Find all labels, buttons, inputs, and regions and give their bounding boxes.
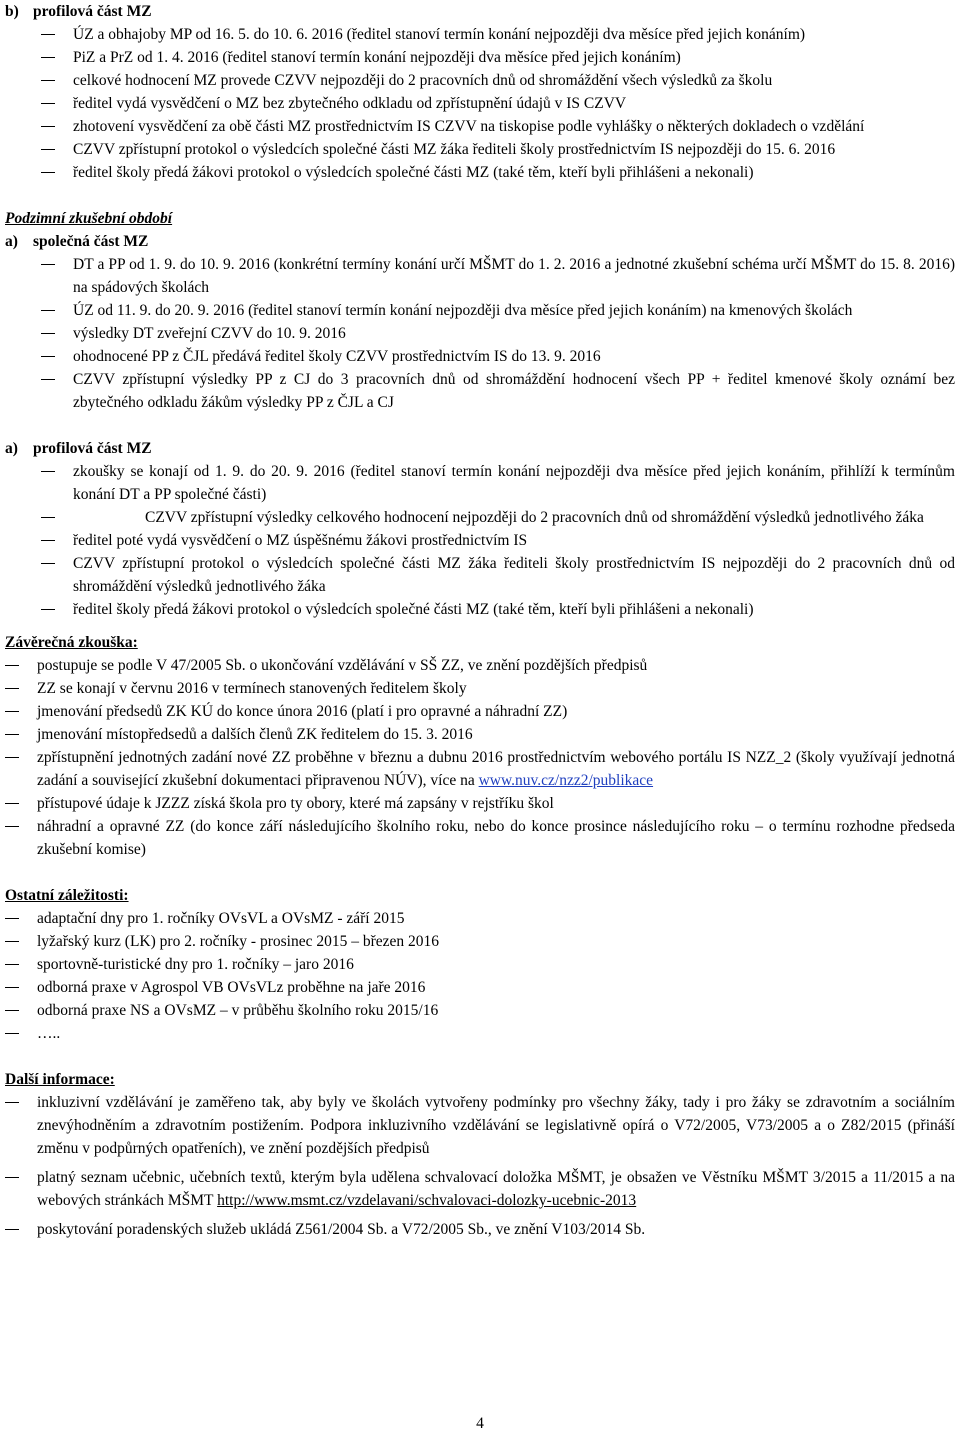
page-number: 4 bbox=[476, 1415, 484, 1432]
list-item: odborná praxe NS a OVsMZ – v průběhu školního roku 2015/16 bbox=[5, 999, 955, 1022]
other-list bbox=[5, 907, 955, 1045]
nzz-link[interactable]: www.nuv.cz/nzz2/publikace bbox=[478, 772, 654, 789]
autumn-title: Podzimní zkušební období bbox=[5, 210, 173, 227]
nzz-text: zpřístupnění jednotných zadání nové ZZ proběhne v březnu a dubnu 2016 prostřednictvím webového portálu IS NZZ_2 (školy využívají jednotná zadání a související zkušební dokumentaci připravenou NÚV), více na bbox=[37, 749, 955, 789]
list-item: ZZ se konají v červnu 2016 v termínech stanovených ředitelem školy bbox=[5, 677, 955, 700]
list-item: inkluzivní vzdělávání je zaměřeno tak, aby byly ve školách vytvořeny podmínky pro všechny žáky, tady i pro žáky se zdravotním a sociálním znevýhodněním a zdravotním postižením. Podpora inkluzivního vzdělávání se legislativně opírá o V72/2005, V73/2005 a o Z82/2015 (přináší změnu v podpůrných opatřeních), ve znění pozdějších předpisů bbox=[5, 1091, 955, 1160]
further-title: Další informace: bbox=[5, 1071, 115, 1088]
list-item: CZVV zpřístupní protokol o výsledcích společné části MZ žáka řediteli školy prostřednictvím IS nejpozději do 2 pracovních dnů od shromáždění výsledků jednotlivého žáka bbox=[5, 552, 955, 598]
list-item: lyžařský kurz (LK) pro 2. ročníky - prosinec 2015 – březen 2016 bbox=[5, 930, 955, 953]
list-item: CZVV zpřístupní protokol o výsledcích společné části MZ žáka řediteli školy prostřednictvím IS nejpozději do 15. 6. 2016 bbox=[5, 138, 955, 161]
list-item: postupuje se podle V 47/2005 Sb. o ukončování vzdělávání v SŠ ZZ, ve znění pozdějších předpisů bbox=[5, 654, 955, 677]
list-item: PiZ a PrZ od 1. 4. 2016 (ředitel stanoví termín konání nejpozději dva měsíce před jejich konáním) bbox=[5, 46, 955, 69]
list-item: sportovně-turistické dny pro 1. ročníky – jaro 2016 bbox=[5, 953, 955, 976]
list-item: DT a PP od 1. 9. do 10. 9. 2016 (konkrétní termíny konání určí MŠMT do 1. 2. 2016 a jednotné zkušební schéma určí MŠMT do 15. 8. 2016) na spádových školách bbox=[5, 253, 955, 299]
list-item: ředitel vydá vysvědčení o MZ bez zbytečného odkladu od zpřístupnění údajů v IS CZVV bbox=[5, 92, 955, 115]
list-item: ….. bbox=[5, 1022, 955, 1045]
autumn-profile-heading bbox=[5, 437, 955, 460]
list-item-text: CZVV zpřístupní výsledky celkového hodnocení nejpozději do 2 pracovních dnů od shromáždění výsledků jednotlivého žáka bbox=[145, 509, 924, 526]
list-item: jmenování předsedů ZK KÚ do konce února 2016 (platí i pro opravné a náhradní ZZ) bbox=[5, 700, 955, 723]
list-item: zhotovení vysvědčení za obě části MZ prostřednictvím IS CZVV na tiskopise podle vyhlášky o některých dokladech o vzdělání bbox=[5, 115, 955, 138]
final-exam-list bbox=[5, 654, 955, 861]
final-exam-title: Závěrečná zkouška: bbox=[5, 634, 138, 651]
section-b-list bbox=[5, 23, 955, 184]
list-item bbox=[5, 506, 955, 529]
textbooks-text: platný seznam učebnic, učebních textů, kterým byla udělena schvalovací doložka MŠMT, je obsažen ve Věstníku MŠMT 3/2015 a 11/2015 a na webových stránkách MŠMT bbox=[37, 1169, 955, 1209]
list-item: poskytování poradenských služeb ukládá Z561/2004 Sb. a V72/2005 Sb., ve znění V103/2014 Sb. bbox=[5, 1218, 955, 1241]
list-item: ředitel poté vydá vysvědčení o MZ úspěšnému žákovi prostřednictvím IS bbox=[5, 529, 955, 552]
autumn-common-title: společná část MZ bbox=[33, 233, 149, 250]
autumn-common-label: a) bbox=[5, 233, 18, 250]
list-item: výsledky DT zveřejní CZVV do 10. 9. 2016 bbox=[5, 322, 955, 345]
list-item: ředitel školy předá žákovi protokol o výsledcích společné části MZ (také těm, kteří byli přihlášeni a nekonali) bbox=[5, 161, 955, 184]
autumn-common-list bbox=[5, 253, 955, 414]
list-item: zkoušky se konají od 1. 9. do 20. 9. 2016 (ředitel stanoví termín konání nejpozději dva měsíce před jejich konáním, přihlíží k termínům konání DT a PP společné části) bbox=[5, 460, 955, 506]
list-item: ÚZ od 11. 9. do 20. 9. 2016 (ředitel stanoví termín konání nejpozději dva měsíce před jejich konáním) na kmenových školách bbox=[5, 299, 955, 322]
section-b-heading bbox=[5, 0, 955, 23]
list-item: přístupové údaje k JZZZ získá škola pro ty obory, které má zapsány v rejstříku škol bbox=[5, 792, 955, 815]
list-item: odborná praxe v Agrospol VB OVsVLz proběhne na jaře 2016 bbox=[5, 976, 955, 999]
list-item: ředitel školy předá žákovi protokol o výsledcích společné části MZ (také těm, kteří byli přihlášeni a nekonali) bbox=[5, 598, 955, 621]
list-item: náhradní a opravné ZZ (do konce září následujícího školního roku, nebo do konce prosince následujícího roku – o termínu rozhodne předseda zkušební komise) bbox=[5, 815, 955, 861]
autumn-profile-title: profilová část MZ bbox=[33, 440, 152, 457]
section-b-label: b) bbox=[5, 3, 19, 20]
list-item: ÚZ a obhajoby MP od 16. 5. do 10. 6. 2016 (ředitel stanoví termín konání nejpozději dva měsíce před jejich konáním) bbox=[5, 23, 955, 46]
textbooks-link[interactable]: http://www.msmt.cz/vzdelavani/schvalovaci-dolozky-ucebnic-2013 bbox=[217, 1192, 637, 1209]
other-title: Ostatní záležitosti: bbox=[5, 887, 129, 904]
autumn-profile-list bbox=[5, 460, 955, 621]
further-list bbox=[5, 1091, 955, 1241]
section-b-title: profilová část MZ bbox=[33, 3, 152, 20]
autumn-common-heading bbox=[5, 230, 955, 253]
list-item: adaptační dny pro 1. ročníky OVsVL a OVsMZ - září 2015 bbox=[5, 907, 955, 930]
list-item: CZVV zpřístupní výsledky PP z CJ do 3 pracovních dnů od shromáždění hodnocení všech PP + ředitel kmenové školy oznámí bez zbytečného odkladu žákům výsledky PP z ČJL a CJ bbox=[5, 368, 955, 414]
list-item: jmenování místopředsedů a dalších členů ZK ředitelem do 15. 3. 2016 bbox=[5, 723, 955, 746]
list-item: ohodnocené PP z ČJL předává ředitel školy CZVV prostřednictvím IS do 13. 9. 2016 bbox=[5, 345, 955, 368]
list-item: celkové hodnocení MZ provede CZVV nejpozději do 2 pracovních dnů od shromáždění všech výsledků za školu bbox=[5, 69, 955, 92]
list-item bbox=[5, 1166, 955, 1212]
list-item bbox=[5, 746, 955, 792]
autumn-profile-label: a) bbox=[5, 440, 18, 457]
